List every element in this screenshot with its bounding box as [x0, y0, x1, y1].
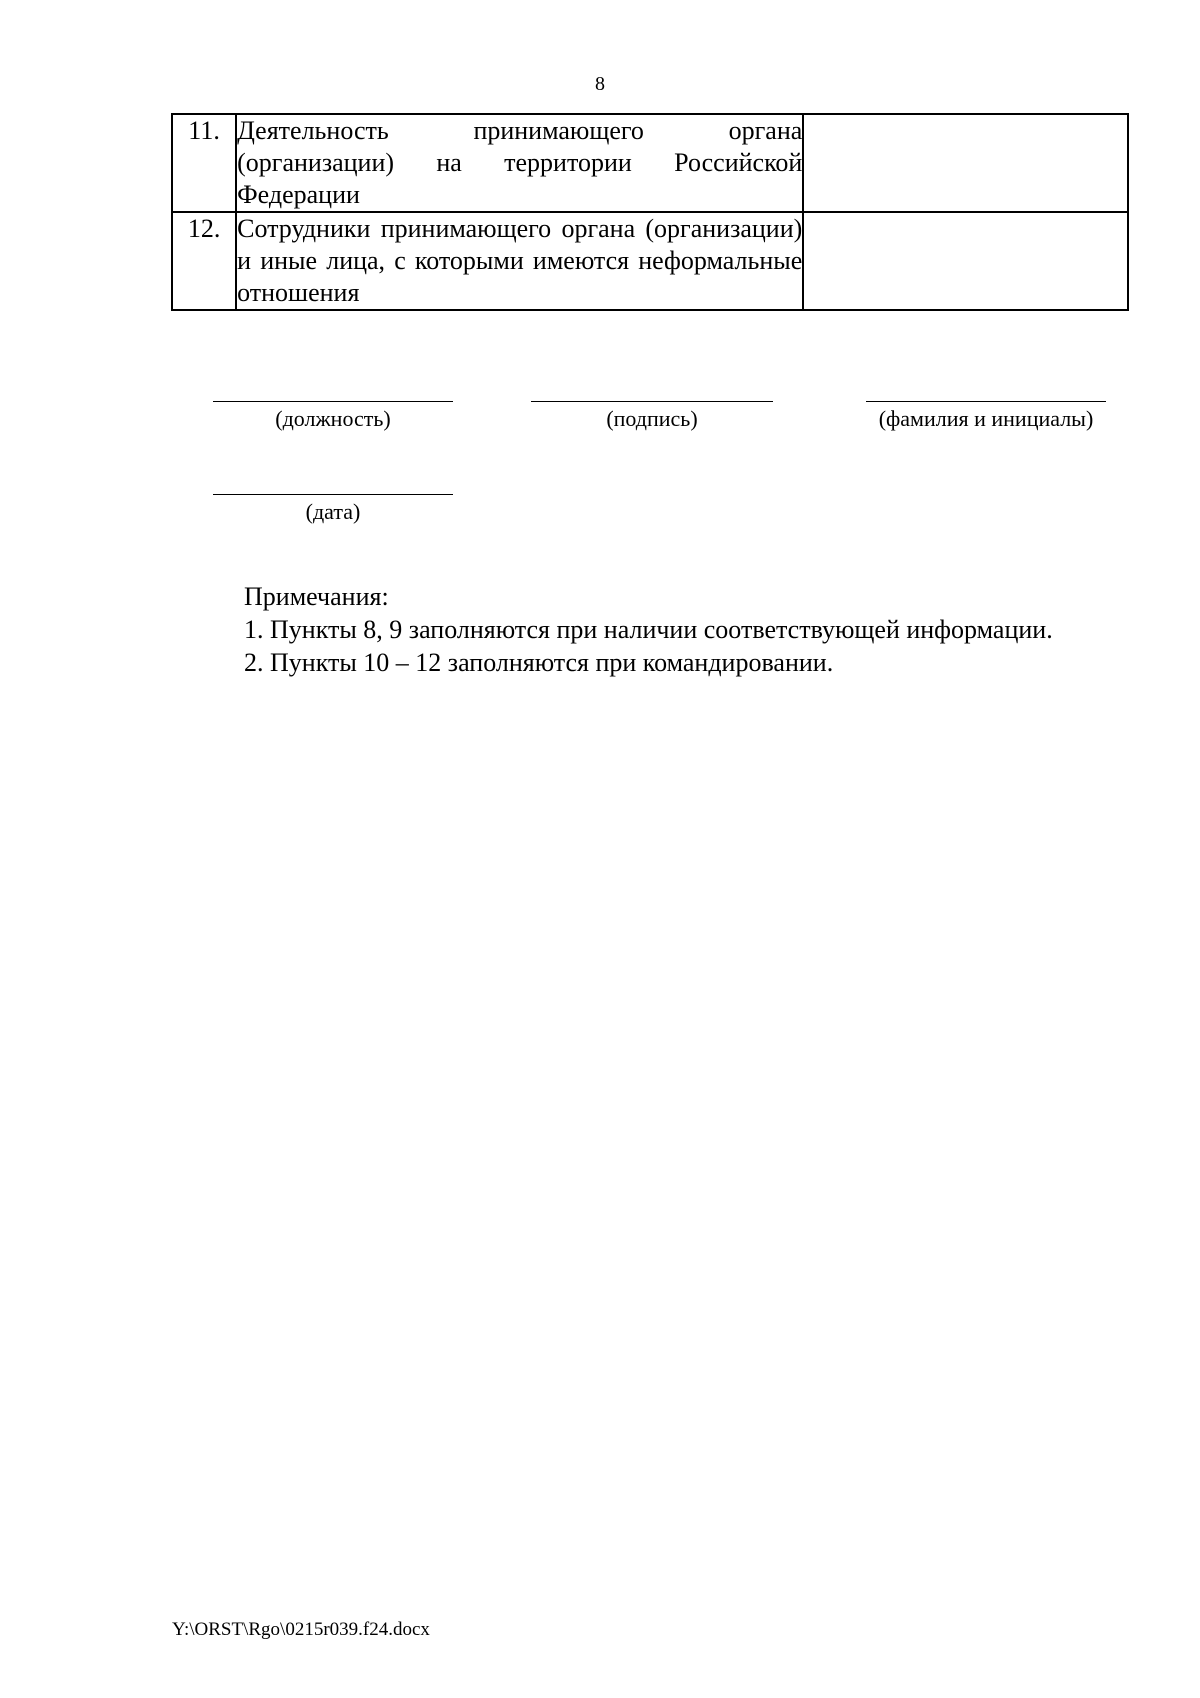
date-line[interactable] [213, 494, 453, 495]
table-row [172, 212, 1128, 310]
note-item: 1. Пункты 8, 9 заполняются при наличии соответствующей информации. [244, 615, 1053, 644]
footer-file-path: Y:\ORST\Rgo\0215r039.f24.docx [172, 1619, 430, 1640]
row-value-field[interactable] [803, 114, 1128, 212]
note-item: 2. Пункты 10 – 12 заполняются при командировании. [244, 648, 834, 677]
position-signature-block [213, 401, 453, 432]
table-row [172, 114, 1128, 212]
row-label: Сотрудники принимающего органа (организации) и иные лица, с которыми имеются неформальные отношения [236, 212, 803, 310]
notes-title: Примечания: [244, 582, 389, 611]
form-table [171, 113, 1129, 311]
signature-line[interactable] [531, 401, 773, 402]
row-number: 12. [172, 212, 236, 310]
name-caption: (фамилия и инициалы) [878, 406, 1094, 431]
position-caption: (должность) [275, 406, 391, 431]
row-number: 11. [172, 114, 236, 212]
row-value-field[interactable] [803, 212, 1128, 310]
row-label: Деятельность принимающего органа (организации) на территории Российской Федерации [236, 114, 803, 212]
notes-section [244, 580, 1144, 679]
date-signature-block [213, 494, 453, 525]
page-number: 8 [595, 73, 605, 95]
name-signature-block [866, 401, 1106, 432]
name-line[interactable] [866, 401, 1106, 402]
signature-block [531, 401, 773, 432]
signature-caption: (подпись) [606, 406, 698, 431]
position-line[interactable] [213, 401, 453, 402]
date-caption: (дата) [305, 499, 361, 524]
